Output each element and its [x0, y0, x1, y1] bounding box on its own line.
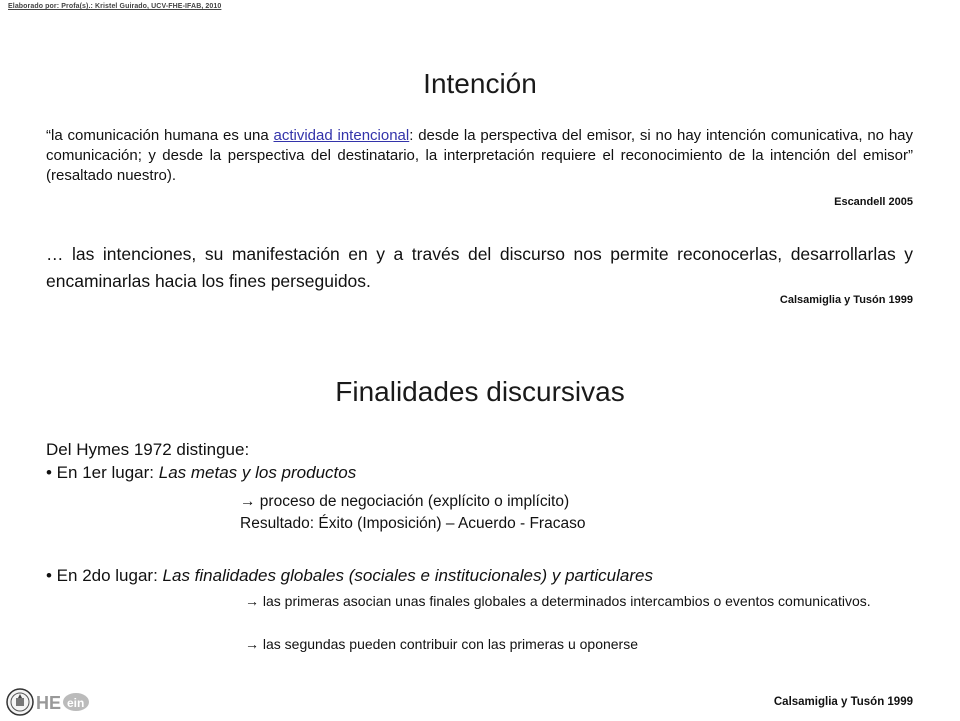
- bullet-second-italic: Las finalidades globales (sociales e institucionales) y particulares: [162, 566, 653, 585]
- svg-text:ein: ein: [67, 696, 85, 710]
- svg-text:HE: HE: [36, 693, 62, 713]
- university-seal-icon: [6, 688, 34, 721]
- hymes-intro: Del Hymes 1972 distingue:: [46, 440, 250, 459]
- quote-paragraph: [46, 126, 913, 186]
- citation-calsamiglia: Calsamiglia y Tusón 1999: [779, 294, 913, 306]
- bullet-second-prefix: • En 2do lugar:: [46, 566, 163, 585]
- sub1-line2: Resultado: Éxito (Imposición) – Acuerdo - Fracaso: [240, 515, 586, 532]
- credit-line: Elaborado por: Profa(s).: Kristel Guirado, UCV-FHE-IFAB, 2010: [8, 3, 222, 10]
- sub1-line1: → proceso de negociación (explícito o implícito): [240, 493, 570, 510]
- title-finalidades: Finalidades discursivas: [335, 376, 625, 407]
- intentions-paragraph: … las intenciones, su manifestación en y a través del discurso nos permite reconocerlas, desarrollarlas y encaminarlas hacia los fines perseguidos.: [46, 244, 913, 291]
- footer-citation: Calsamiglia y Tusón 1999: [773, 696, 913, 708]
- fhe-logo: [36, 688, 92, 721]
- bullet-first-prefix: • En 1er lugar:: [46, 463, 159, 482]
- actividad-intencional-link[interactable]: actividad intencional: [273, 127, 410, 144]
- bullet-first: [46, 463, 356, 483]
- quote-open: “la comunicación humana es una: [46, 127, 274, 144]
- bullet-first-italic: Las metas y los productos: [158, 463, 357, 482]
- bullet-second: [46, 566, 653, 586]
- sub2-line1: → las primeras asocian unas finales globales a determinados intercambios o eventos comunicativos.: [245, 593, 871, 609]
- title-intencion: Intención: [423, 68, 537, 99]
- citation-escandell: Escandell 2005: [834, 196, 913, 208]
- quote-rest: : desde la perspectiva del emisor, si no hay intención comunicativa, no hay comunicación; y desde la perspectiva del destinatario, la interpretación requiere el reconocimiento de la intención del emisor” (resaltado nuestro).: [46, 127, 914, 184]
- sub2-line2: → las segundas pueden contribuir con las primeras u oponerse: [245, 636, 639, 652]
